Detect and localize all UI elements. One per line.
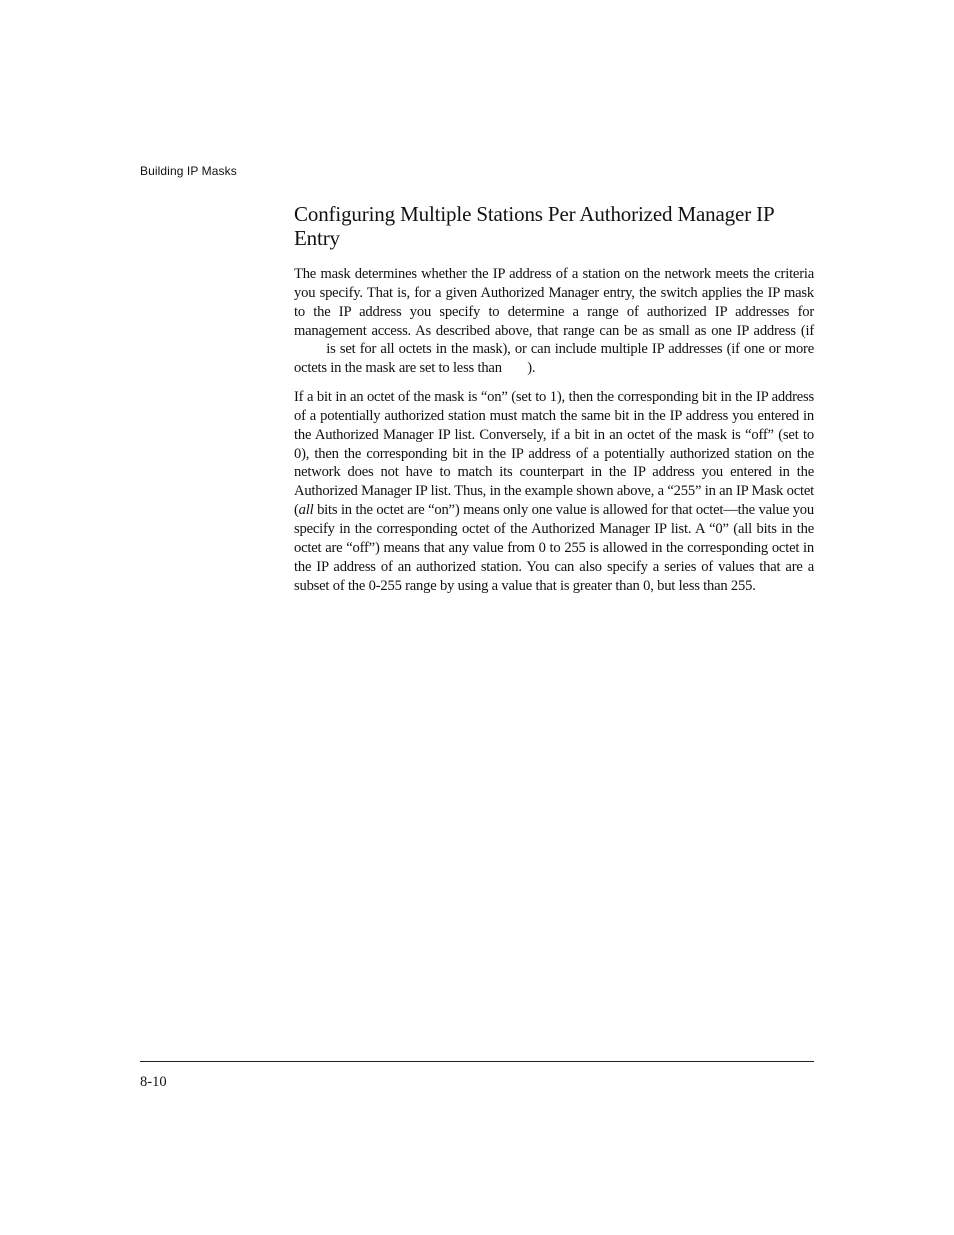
section-title: Configuring Multiple Stations Per Authorized Manager IP Entry — [294, 202, 774, 250]
running-header: Building IP Masks — [140, 164, 237, 178]
paragraph-text: is set for all octets in the mask), or can include multiple IP addresses (if one or more octets in the mask are set to less than — [294, 341, 814, 377]
body-paragraph-mask-overview — [294, 265, 814, 378]
body-paragraph-mask-bits — [294, 388, 814, 595]
paragraph-text: The mask determines whether the IP address of a station on the network meets the criteria you specify. That is, for a given Authorized Manager entry, the switch applies the IP mask to the IP address you specify to determine a range of authorized IP addresses for management access. As described above, that range can be as small as one IP address (if — [294, 266, 814, 339]
main-content — [294, 203, 814, 595]
emphasized-word: all — [298, 502, 314, 519]
paragraph-text: ). — [527, 360, 536, 377]
paragraph-text: bits in the octet are “on”) means only one value is allowed for that octet—the value you specify in the corresponding octet of the Authorized Manager IP list. A “0” (all bits in the octet are “off”) means that any value from 0 to 255 is allowed in the corresponding octet in the IP address of an authorized station. You can also specify a series of values that are a subset of the 0-255 range by using a value that is greater than 0, but less than 255. — [294, 502, 814, 594]
page-number: 8-10 — [140, 1074, 167, 1090]
footer-divider — [140, 1061, 814, 1062]
paragraph-text: If a bit in an octet of the mask is “on” (set to 1), then the corresponding bit in the IP address of a potentially authorized station must match the same bit in the IP address you entered in the Authorized Manager IP list. Conversely, if a bit in an octet of the mask is “off” (set to 0), then the corresponding bit in the IP address of a potentially authorized station on the network does not have to match its counterpart in the IP address you entered in the Authorized Manager IP list. Thus, in the example shown above, a “255” in an IP Mask octet ( — [294, 389, 814, 519]
